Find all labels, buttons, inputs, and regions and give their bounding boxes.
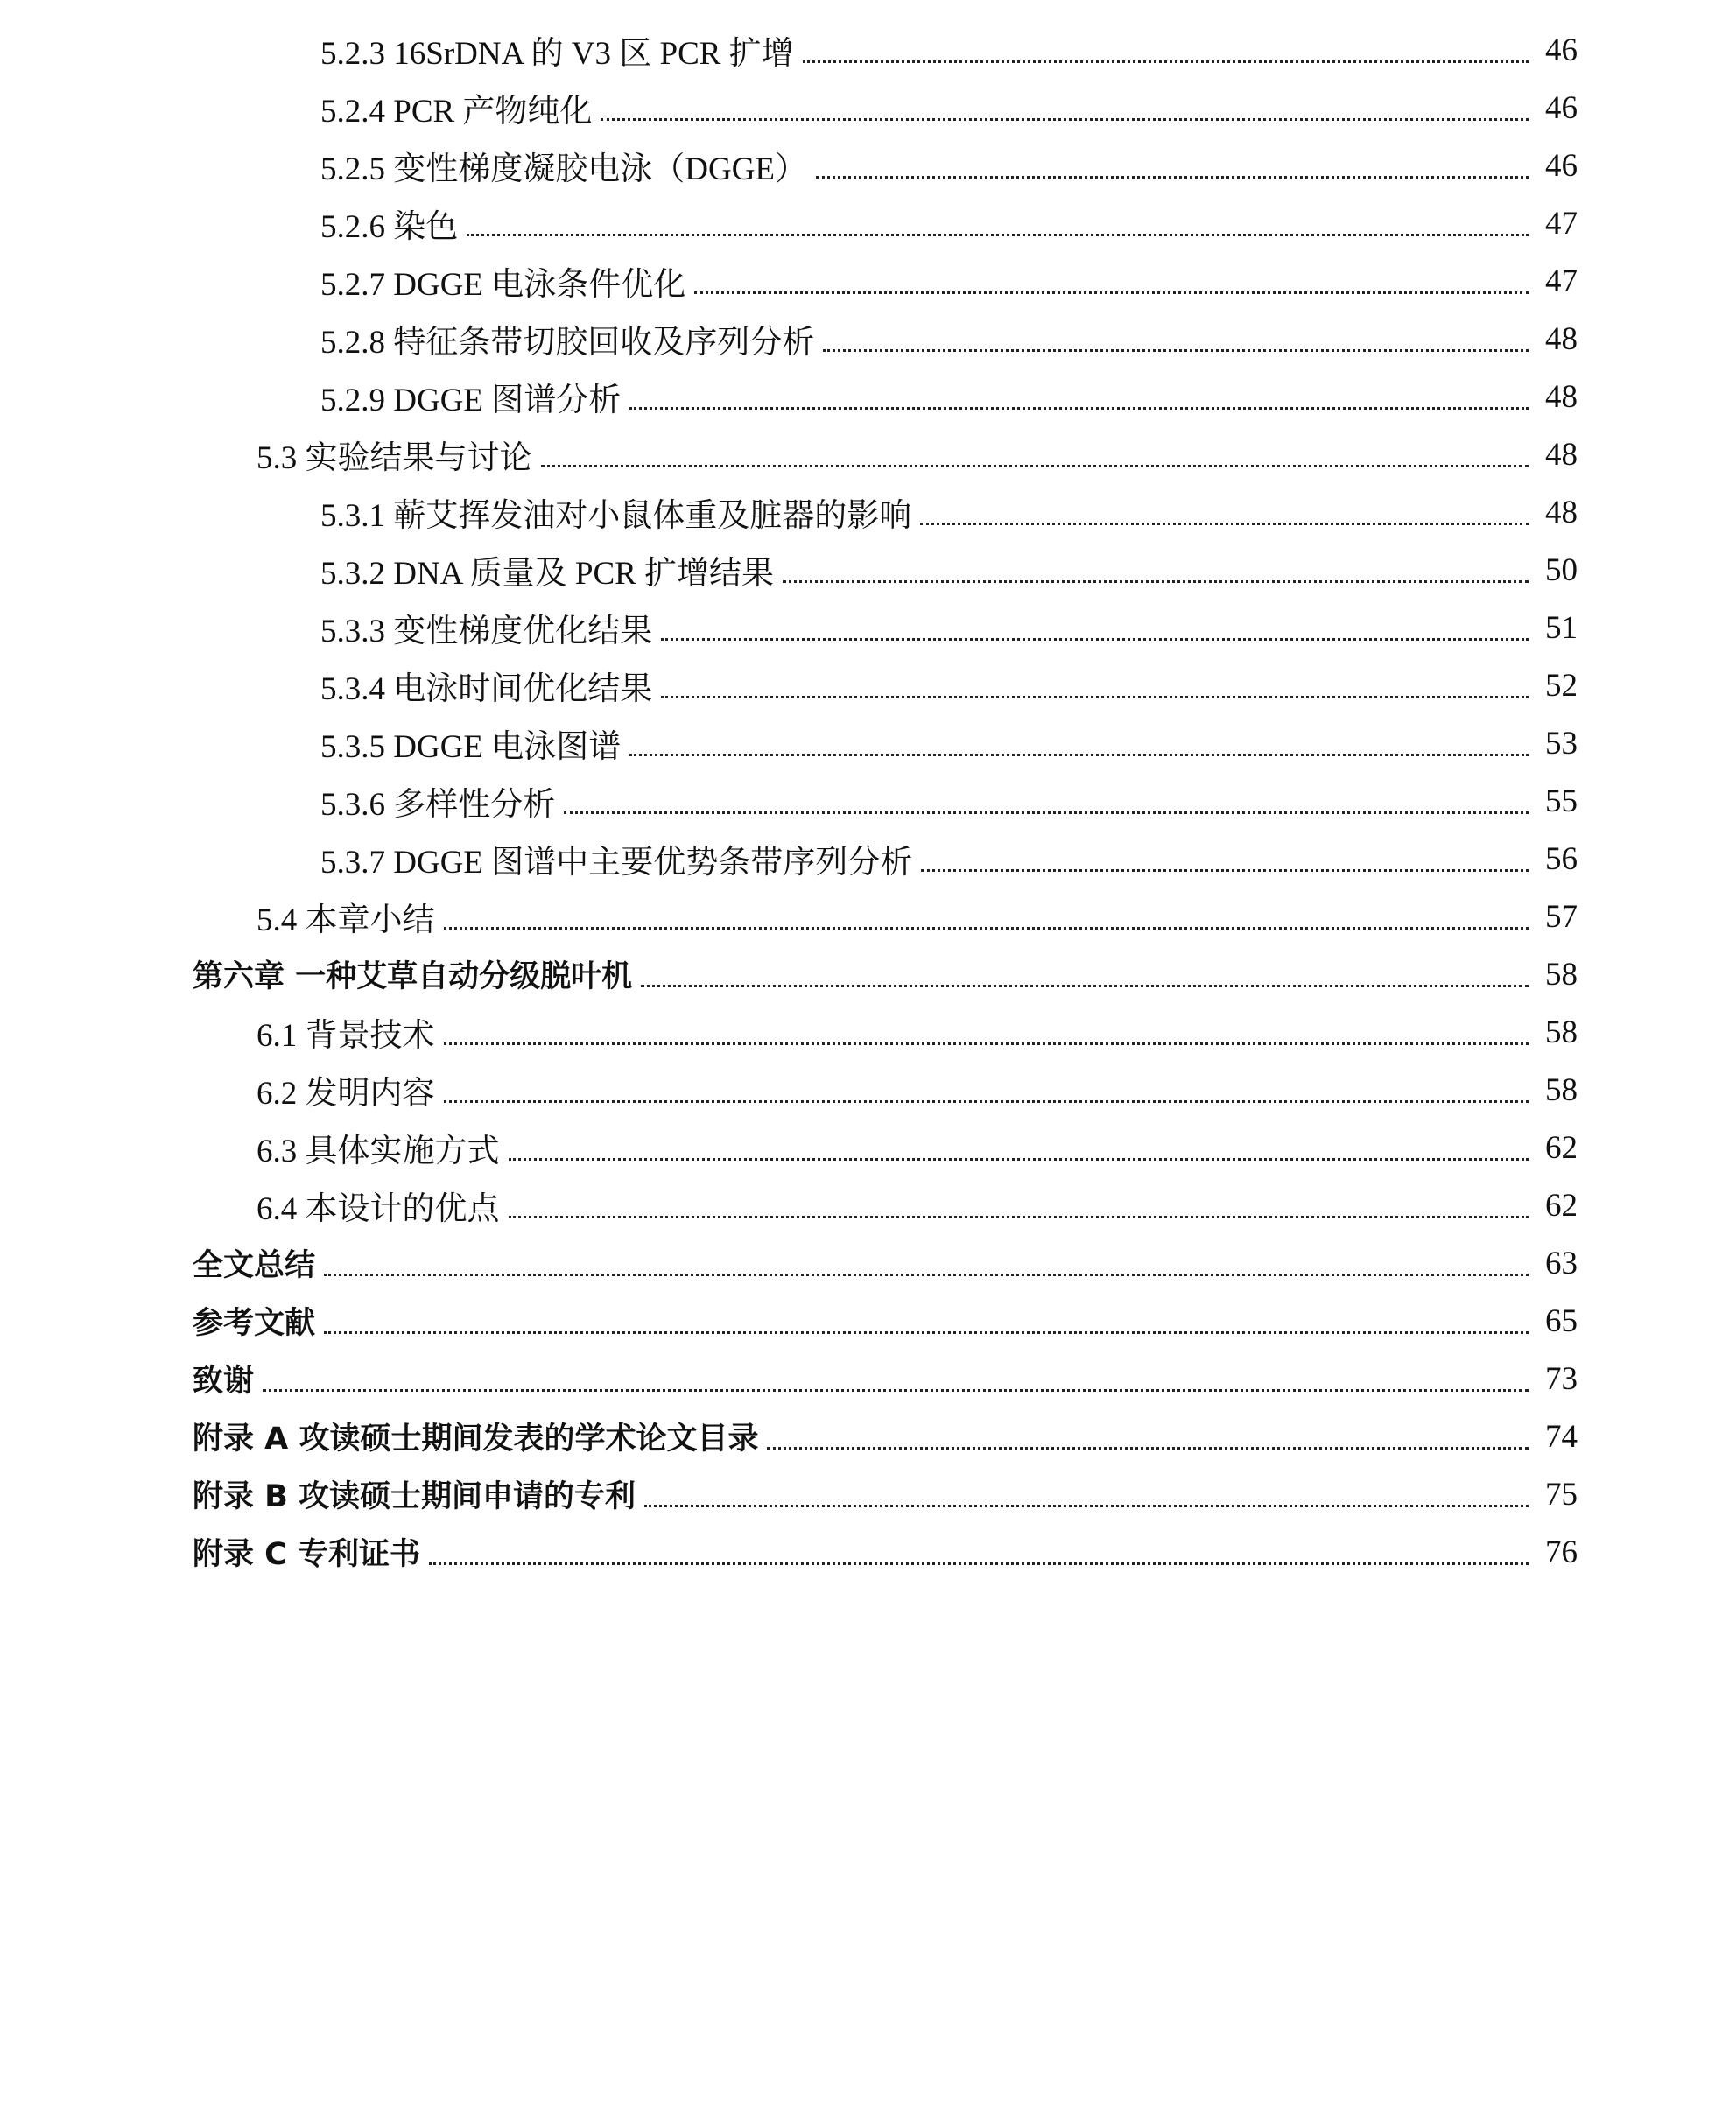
toc-entry-page-number: 50 [1545, 551, 1578, 588]
toc-entry-page-number: 48 [1545, 436, 1578, 473]
toc-entry-page-number: 58 [1545, 956, 1578, 993]
toc-entry-page-number: 65 [1545, 1302, 1578, 1339]
toc-entry[interactable] [0, 425, 1736, 483]
toc-entry-label: 5.4 本章小结 [257, 902, 435, 938]
dot-leader [444, 1100, 1529, 1103]
toc-entry[interactable] [0, 1234, 1736, 1292]
dot-leader [564, 811, 1529, 814]
toc-entry[interactable] [0, 1176, 1736, 1234]
toc-entry-label: 5.2.7 DGGE 电泳条件优化 [320, 267, 686, 303]
dot-leader [429, 1562, 1529, 1565]
toc-entry-label: 5.3.4 电泳时间优化结果 [320, 671, 653, 707]
toc-entry-label: 附录 A 攻读硕士期间发表的学术论文目录 [193, 1422, 759, 1457]
toc-entry[interactable] [0, 1407, 1736, 1465]
toc-entry-page-number: 55 [1545, 783, 1578, 819]
toc-entry[interactable] [0, 888, 1736, 945]
toc-entry-label: 第六章 一种艾草自动分级脱叶机 [193, 959, 633, 994]
toc-entry-label: 5.2.5 变性梯度凝胶电泳（DGGE） [320, 151, 808, 187]
dot-leader [783, 580, 1529, 583]
dot-leader [629, 407, 1529, 410]
dot-leader [263, 1389, 1529, 1392]
dot-leader [509, 1158, 1529, 1161]
toc-entry[interactable] [0, 541, 1736, 599]
toc-entry[interactable] [0, 1061, 1736, 1119]
toc-entry[interactable] [0, 194, 1736, 252]
dot-leader [921, 869, 1529, 872]
dot-leader [767, 1447, 1529, 1450]
dot-leader [444, 1042, 1529, 1045]
toc-entry-label: 6.1 背景技术 [257, 1018, 435, 1054]
dot-leader [644, 1505, 1529, 1507]
dot-leader [601, 118, 1529, 121]
toc-entry-page-number: 46 [1545, 32, 1578, 68]
toc-entry[interactable] [0, 1292, 1736, 1350]
toc-entry[interactable] [0, 599, 1736, 656]
toc-entry-label: 5.3 实验结果与讨论 [257, 440, 532, 476]
toc-entry-label: 附录 B 攻读硕士期间申请的专利 [193, 1479, 636, 1514]
toc-entry-page-number: 76 [1545, 1534, 1578, 1570]
toc-entry-page-number: 58 [1545, 1071, 1578, 1108]
toc-entry[interactable] [0, 656, 1736, 714]
dot-leader [816, 176, 1529, 179]
toc-entry[interactable] [0, 1003, 1736, 1061]
toc-entry[interactable] [0, 1350, 1736, 1407]
toc-entry[interactable] [0, 79, 1736, 137]
toc-entry-label: 附录 C 专利证书 [193, 1537, 421, 1572]
toc-entry-page-number: 46 [1545, 147, 1578, 184]
toc-entry-page-number: 74 [1545, 1418, 1578, 1455]
toc-entry-page-number: 73 [1545, 1360, 1578, 1397]
toc-entry-label: 6.3 具体实施方式 [257, 1134, 500, 1169]
toc-entry[interactable] [0, 830, 1736, 888]
toc-entry-page-number: 62 [1545, 1187, 1578, 1224]
toc-entry-label: 6.2 发明内容 [257, 1076, 435, 1112]
toc-entry-label: 5.2.6 染色 [320, 209, 459, 245]
toc-entry-page-number: 53 [1545, 725, 1578, 762]
toc-entry-label: 5.3.7 DGGE 图谱中主要优势条带序列分析 [320, 845, 913, 881]
toc-entry[interactable] [0, 772, 1736, 830]
toc-entry-page-number: 62 [1545, 1129, 1578, 1166]
toc-entry[interactable] [0, 945, 1736, 1003]
toc-entry-page-number: 63 [1545, 1245, 1578, 1281]
toc-entry-label: 5.2.4 PCR 产物纯化 [320, 94, 593, 130]
dot-leader [661, 696, 1529, 698]
toc-entry-label: 5.3.2 DNA 质量及 PCR 扩增结果 [320, 556, 775, 592]
toc-entry-page-number: 46 [1545, 89, 1578, 126]
toc-entry[interactable] [0, 368, 1736, 425]
toc-entry-label: 5.2.9 DGGE 图谱分析 [320, 383, 622, 418]
toc-entry-label: 参考文献 [193, 1306, 316, 1341]
toc-entry-page-number: 47 [1545, 263, 1578, 299]
toc-entry[interactable] [0, 137, 1736, 194]
toc-entry[interactable] [0, 714, 1736, 772]
toc-entry-page-number: 51 [1545, 609, 1578, 646]
dot-leader [661, 638, 1529, 641]
toc-entry-page-number: 47 [1545, 205, 1578, 242]
toc-entry-page-number: 57 [1545, 898, 1578, 935]
dot-leader [324, 1274, 1529, 1276]
toc-entry[interactable] [0, 483, 1736, 541]
toc-entry-page-number: 48 [1545, 320, 1578, 357]
dot-leader [324, 1331, 1529, 1334]
toc-entry-label: 致谢 [193, 1364, 255, 1399]
toc-entry[interactable] [0, 252, 1736, 310]
toc-entry-label: 6.4 本设计的优点 [257, 1191, 500, 1227]
toc-entry[interactable] [0, 1119, 1736, 1176]
toc-entry-label: 5.3.1 蕲艾挥发油对小鼠体重及脏器的影响 [320, 498, 912, 534]
toc-entry[interactable] [0, 310, 1736, 368]
toc-entry-page-number: 58 [1545, 1014, 1578, 1050]
toc-entry-page-number: 75 [1545, 1476, 1578, 1513]
toc-entry[interactable] [0, 21, 1736, 79]
toc-entry-label: 5.2.3 16SrDNA 的 V3 区 PCR 扩增 [320, 36, 794, 72]
dot-leader [803, 60, 1529, 63]
dot-leader [509, 1216, 1529, 1218]
toc-entry-page-number: 52 [1545, 667, 1578, 704]
dot-leader [444, 927, 1529, 930]
toc-entry-label: 5.3.6 多样性分析 [320, 787, 556, 823]
toc-entry-label: 全文总结 [193, 1248, 316, 1283]
dot-leader [823, 349, 1529, 352]
toc-entry[interactable] [0, 1523, 1736, 1581]
dot-leader [641, 985, 1529, 987]
dot-leader [920, 523, 1529, 525]
table-of-contents [0, 21, 1736, 1581]
toc-entry-page-number: 48 [1545, 378, 1578, 415]
toc-entry-page-number: 48 [1545, 494, 1578, 530]
toc-entry-label: 5.3.3 变性梯度优化结果 [320, 614, 653, 649]
toc-entry-page-number: 56 [1545, 840, 1578, 877]
dot-leader [541, 465, 1529, 467]
toc-entry[interactable] [0, 1465, 1736, 1523]
toc-entry-label: 5.2.8 特征条带切胶回收及序列分析 [320, 325, 815, 361]
dot-leader [694, 291, 1529, 294]
toc-entry-label: 5.3.5 DGGE 电泳图谱 [320, 729, 622, 765]
dot-leader [467, 234, 1529, 236]
dot-leader [629, 754, 1529, 756]
